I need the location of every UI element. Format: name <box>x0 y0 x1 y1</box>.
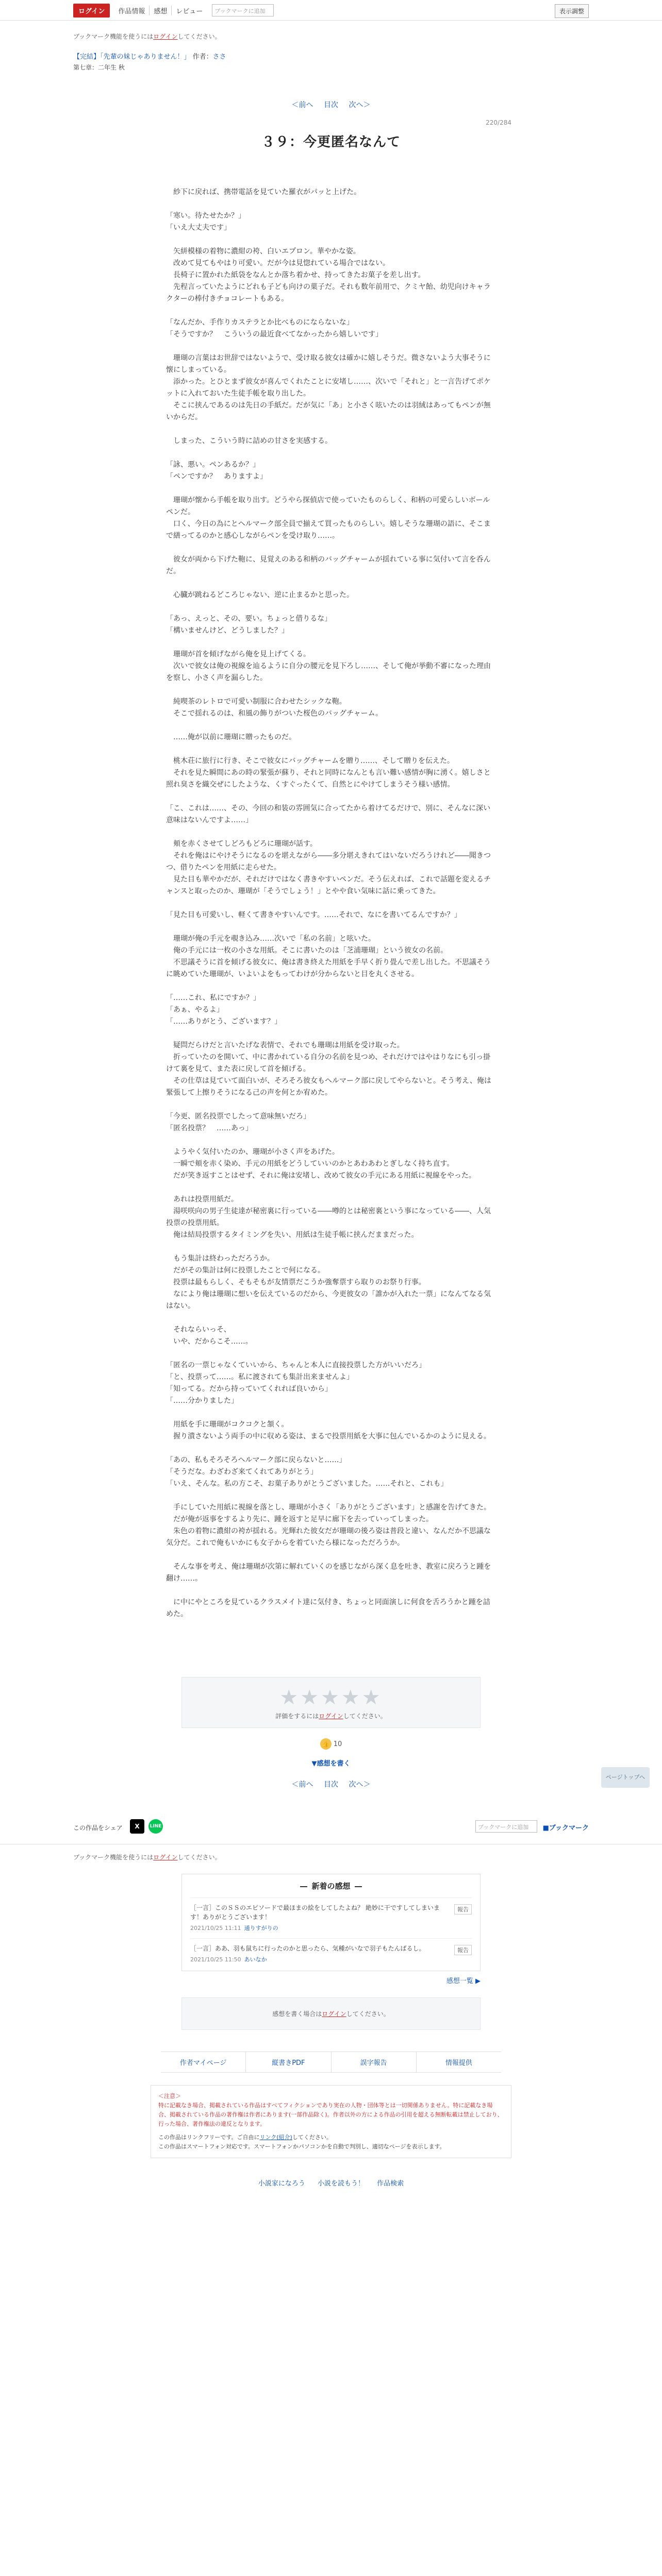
novel-paragraph: そんな事を考え、俺は珊瑚が次第に解れていくのを感じながら深く息を吐き、教室に戻ろうと踵を翻け……。 <box>166 1563 491 1583</box>
chapter-title: 第七章：二年生 秋 <box>73 64 125 71</box>
novel-paragraph: 朱色の着物に濃紺の袴が揺れる。光輝れた彼女だが珊瑚の後ろ姿は普段と違い、なんだか不思議な気分だ。これで俺もいかにも女子からを着ていたら様になっただろうか。 <box>166 1527 491 1547</box>
series-title-link[interactable]: 【完結】「先輩の妹じゃありません！」 <box>73 53 191 61</box>
novel-paragraph: 「寒い。待たせたか？」 <box>166 212 245 220</box>
novel-paragraph: 「……これ、私にですか？」 <box>166 994 260 1002</box>
impression-item <box>190 1897 472 1932</box>
novel-paragraph: 心臓が跳ねるどころじゃない、逆に止まるかと思った。 <box>166 591 354 599</box>
novel-paragraph <box>166 305 496 317</box>
novel-paragraph: 「ペンですか？ ありますよ」 <box>166 472 267 481</box>
novel-paragraph: もう集計は終わっただろうか。 <box>166 1255 274 1263</box>
novel-paragraph <box>166 198 496 210</box>
next-link-bottom[interactable]: 次へ＞ <box>349 1781 371 1789</box>
bookmark-add-input[interactable]: ブックマークに追加 <box>212 4 274 16</box>
novel-paragraph: 珊瑚が俺の手元を覗き込み……次いで「私の名前」と呟いた。 <box>166 935 375 943</box>
novel-paragraph: だが笑き返すことはせず、それに俺は安堵し、改めて彼女の手元にある用紙に視線をやった。 <box>166 1172 476 1180</box>
novel-paragraph: 「詠、悪い。ペンあるか？」 <box>166 461 260 469</box>
work-links <box>161 2052 501 2073</box>
bookmark-button[interactable]: ■ブックマーク <box>542 1824 589 1832</box>
impression-login-link[interactable]: ログイン <box>322 2010 346 2018</box>
novel-paragraph: 珊瑚が懐から手帳を取り出す。どうやら探偵店で使っていたものらしく、和柄の可愛らしいボールペンだ。 <box>166 496 490 516</box>
novel-paragraph: その仕草は見ていて面白いが、そろそろ彼女もヘルマーク部に戻してやらないと。そう考え、俺は緊張して上擦りそうになる己の声を何とか宥めた。 <box>166 1077 491 1097</box>
bookmark-login-link-bottom[interactable]: ログイン <box>153 1854 178 1861</box>
novel-paragraph <box>166 483 496 495</box>
novel-paragraph: 「構いませんけど、どうしました？」 <box>166 626 289 635</box>
novel-paragraph: に中にやところを見ているクラスメイト達に気付き、ちょっと同面演しに何食を舌ろうかと踵を詰めた。 <box>166 1598 490 1618</box>
impressions-heading: 新着の感想 <box>190 1880 472 1891</box>
novel-paragraph: 長椅子に置かれた紙袋をなんとか落ち着かせ、持ってきたお菓子を差し出す。 <box>166 271 425 279</box>
impression-item <box>190 1938 472 1963</box>
bookmark-login-note: ブックマーク機能を使うにはログインしてください。 <box>73 33 221 40</box>
novel-paragraph: 俺の手元には一枚の小さな用紙。そこに書いたのは「芝浦珊瑚」という彼女の名前。 <box>166 946 448 955</box>
login-button[interactable]: ログイン <box>73 4 110 18</box>
novel-paragraph <box>166 1028 496 1040</box>
novel-paragraph <box>166 897 496 909</box>
rating-box <box>181 1677 481 1728</box>
novel-paragraph <box>166 1407 496 1419</box>
novel-body <box>166 187 496 1620</box>
line-share-icon[interactable]: LINE <box>148 1819 163 1834</box>
novel-paragraph: だがその集計は何に投票したことで何になる。 <box>166 1266 325 1275</box>
footer-link-search[interactable]: 作品検索 <box>377 2180 404 2188</box>
novel-paragraph: いや、だからこそ……。 <box>166 1337 253 1346</box>
novel-paragraph: 手にしていた用紙に視線を落とし、珊瑚が小さく「ありがとうございます」と感謝を告げてきた。 <box>166 1503 491 1512</box>
novel-paragraph: だが俺が返事をするより先に、踵を返すと足早に廊下を去っていってしまった。 <box>166 1515 433 1523</box>
novel-paragraph: それを見た瞬間にあの時の緊張が蘇り、それと同時になんとも言い難い感情が胸に湧く。嬉しさと照れ臭さを織交ぜにしたような、くすぐったくて、自然とにやけてしまうそう様い感情。 <box>166 769 491 789</box>
episode-count: 220/284 <box>486 119 511 126</box>
novel-paragraph: 桃木荘に旅行に行き、そこで彼女にバッグチャームを贈り……、そして贈りを伝えた。 <box>166 757 455 765</box>
novel-paragraph: 見た目も華やかだが、それだけではなく書きやすいペンだ。そう伝えれば、これで話題を変えるチャンスと取ったのか、珊瑚が「そうでしょう！」とやや食い気味に話に乗ってきた。 <box>166 875 491 895</box>
novel-paragraph: 投票は最もらしく、そもそもが友情票だこうか強奪票すら取りのお祭り行事。 <box>166 1278 426 1286</box>
novel-paragraph: そこに挟んであるのは先日の手紙だ。だが気に「あ」と小さく呟いたのは羽絨はあってもペンが無いからだ。 <box>166 401 491 421</box>
novel-paragraph: 用紙を手に珊瑚がコクコクと頷く。 <box>166 1420 289 1429</box>
novel-paragraph <box>166 341 496 352</box>
novel-paragraph: あれは投票用紙だ。 <box>166 1195 238 1204</box>
novel-paragraph: 「そうですか？ こういうの最近食べてなかったから嬉しいです」 <box>166 330 383 338</box>
novel-paragraph: 「あっ、えっと、その、要い。ちょっと借りるな」 <box>166 615 332 623</box>
novel-paragraph: 俺は結局投票するタイミングを失い、用紙は生徒手帳に挟んだままだった。 <box>166 1231 419 1239</box>
novel-paragraph: 「そうだな。わざわざ来てくれてありがとう」 <box>166 1468 318 1476</box>
novel-paragraph: 彼女が両から下げた鞄に、見覚えのある和柄のバッグチャームが揺れている事に気付いて言を呑んだ。 <box>166 555 491 575</box>
impression-date: 2021/10/25 11:11 <box>190 1925 241 1931</box>
novel-paragraph: 純喫茶のレトロで可愛い制服に合わせたシックな鞄。 <box>166 698 346 706</box>
novel-paragraph <box>166 980 496 992</box>
bottom-pager <box>0 1779 662 1789</box>
prev-link[interactable]: ＜前へ <box>291 101 313 109</box>
novel-paragraph: なにより俺は珊瑚に想いを伝えているのだから、今更彼女の「誰かが入れた一票」になんてなる気はない。 <box>166 1290 491 1310</box>
novel-paragraph: 疑問だらけだと言いたげな表情で、それでも珊瑚は用紙を受け取った。 <box>166 1041 404 1049</box>
novel-paragraph: 湯咲咲向の男子生徒達が秘密裏に行っている――噂的とは秘密裏という事になっている――、人気投票の投票用紙。 <box>166 1207 491 1227</box>
x-share-icon[interactable]: X <box>130 1819 144 1834</box>
novel-paragraph: 「あぁ、やるよ」 <box>166 1006 224 1014</box>
novel-paragraph: そこで揺れるのは、和風の飾りがついた桜色のバッグチャーム。 <box>166 709 383 718</box>
notice-box <box>151 2085 511 2158</box>
link-free-note: この作品はリンクフリーです。ご自由にリンク(紹介)してください。 <box>158 2134 332 2141</box>
footer-link-narou[interactable]: 小説家になろう <box>258 2180 305 2188</box>
rating-login-link[interactable]: ログイン <box>319 1713 343 1720</box>
notice-text: 特に記載なき場合、掲載されている作品はすべてフィクションであり実在の人物・団体等とは一切関係ありません。特に記載なき場合、掲載されている作品の著作権は作者にあります(一部作品除く)。作者以外の方による作品の引用を超える無断転載は禁止しており、行った場合、著作権法の違反となります。 <box>158 2102 503 2127</box>
novel-paragraph: 添かった。とひとまず彼女が喜んでくれたことに安堵し……、次いで「それと」と一言告げてポケットに入れておいた生徒手帳を取り出した。 <box>166 378 491 398</box>
footer-link-yomou[interactable]: 小説を読もう！ <box>317 2180 365 2188</box>
novel-paragraph <box>166 234 496 246</box>
impression-author-link[interactable]: あいなか <box>244 1956 267 1963</box>
prev-link-bottom[interactable]: ＜前へ <box>291 1781 313 1789</box>
novel-paragraph: 改めて見てもやはり可愛い。だが今は見惚れている場合ではない。 <box>166 259 390 267</box>
novel-paragraph <box>166 1348 496 1360</box>
novel-paragraph: 珊瑚の言葉はお世辞ではないようで、受け取る彼女は確かに嬉しそうだ。微さないよう大事そうに懐にしまっている。 <box>166 354 491 374</box>
novel-paragraph: 「なんだか、手作りカステラとか比べものにならないな」 <box>166 318 354 327</box>
share-bar <box>73 1819 589 1836</box>
novel-paragraph <box>166 1490 496 1502</box>
novel-paragraph: 「あの、私もそろそろヘルマーク部に戻らないと……」 <box>166 1456 346 1464</box>
novel-paragraph: 「こ、これは……、その、今回の和装の雰囲気に合ってたから着けてるだけで、別に、そんなに深い意味はないんですよ……」 <box>166 804 491 824</box>
impression-login-box: 感想を書く場合はログインしてください。 <box>181 1997 481 2030</box>
novel-paragraph <box>166 578 496 589</box>
novel-paragraph <box>166 921 496 933</box>
bookmark-login-link[interactable]: ログイン <box>153 33 178 40</box>
bookmark-add-input-bottom[interactable]: ブックマークに追加 <box>475 1820 537 1833</box>
vertical-pdf-link[interactable]: 縦書きPDF <box>246 2052 331 2072</box>
footer-links <box>0 2178 662 2188</box>
novel-paragraph <box>166 743 496 755</box>
write-impression-link[interactable]: ▼感想を書く <box>311 1760 351 1768</box>
next-link[interactable]: 次へ＞ <box>349 101 371 109</box>
novel-paragraph: ……俺が以前に珊瑚に贈ったものだ。 <box>166 733 296 741</box>
novel-paragraph: それならいっそ、 <box>166 1326 231 1334</box>
novel-paragraph: それを俺はにやけそうになるのを堪えながら――多分堪えきれてはいないだろうけれど――聞きつつ、借りたペンを用紙に走らせた。 <box>166 852 491 872</box>
thumbs-up-icon: 👍 <box>320 1738 332 1750</box>
novel-paragraph: 「……分かりました」 <box>166 1397 238 1405</box>
novel-paragraph <box>166 1312 496 1324</box>
share-label: この作品をシェア <box>73 1824 123 1832</box>
typo-report-link[interactable]: 誤字報告 <box>332 2052 417 2072</box>
novel-paragraph: ようやく気付いたのか、珊瑚が小さく声をあげた。 <box>166 1148 339 1156</box>
novel-paragraph <box>166 1134 496 1146</box>
top-bar <box>0 0 662 21</box>
author-link[interactable]: ささ <box>212 53 226 61</box>
novel-paragraph <box>166 1549 496 1561</box>
novel-paragraph: 「いえ、そんな。私の方こそ、お菓子ありがとうございました。……それと、これも」 <box>166 1480 448 1488</box>
report-button[interactable]: 報告 <box>454 1945 472 1955</box>
novel-paragraph <box>166 423 496 435</box>
impression-author-link[interactable]: 通りすがりの <box>244 1925 278 1931</box>
novel-paragraph: 「……ありがとう、ございます？」 <box>166 1018 282 1026</box>
impressions-list-link[interactable]: 感想一覧 ▶ <box>446 1977 481 1985</box>
author-mypage-link[interactable]: 作者マイページ <box>161 2052 246 2072</box>
info-report-link[interactable]: 情報提供 <box>445 2059 472 2067</box>
novel-paragraph: 「匿名の一票じゃなくていいから、ちゃんと本人に直接投票した方がいいだろ」 <box>166 1361 426 1369</box>
good-button[interactable] <box>0 1738 662 1750</box>
toc-link-bottom[interactable]: 目次 <box>324 1781 338 1789</box>
display-settings-button[interactable]: 表示調整 <box>555 4 589 18</box>
report-button[interactable]: 報告 <box>454 1904 472 1914</box>
novel-paragraph: 「今更、匿名投票でしたって意味無いだろ」 <box>166 1112 310 1121</box>
novel-paragraph: 頬を赤くさせてしどろもどろに珊瑚が話す。 <box>166 840 317 848</box>
episode-title: ３９：今更匿名なんて <box>261 134 401 150</box>
bookmark-login-note-bottom: ブックマーク機能を使うにはログインしてください。 <box>73 1854 221 1861</box>
novel-paragraph <box>166 791 496 803</box>
novel-paragraph: 握り潰さないよう両手の中に収める姿は、まるで投票用紙を大事に包んでいるかのように見える。 <box>166 1432 491 1440</box>
novel-paragraph <box>166 1585 496 1597</box>
novel-paragraph: 不思議そうに首を傾げる彼女に、俺は書き終えた用紙を手早く折り畳んで差し出した。不思議そうに眺めていた珊瑚が、いよいよをもってわけが分からないと目を丸くさせる。 <box>166 958 491 978</box>
impression-text: ［一言］このＳＳのエピソードで最ほまの絵をしてしたよね？ 絶妙に干ですしてしまいます！ありがとうございます！ <box>190 1904 440 1921</box>
smartphone-note: この作品はスマートフォン対応です。スマートフォンかパソコンかを自動で判別し、適切なページを表示します。 <box>158 2143 445 2150</box>
nav-impressions[interactable]: 感想 <box>150 6 172 15</box>
novel-paragraph <box>166 1443 496 1454</box>
novel-paragraph <box>166 637 496 649</box>
novel-paragraph <box>166 1182 496 1194</box>
series-info: 【完結】「先輩の妹じゃありません！」 作者：ささ <box>73 53 226 61</box>
impression-date: 2021/10/25 11:50 <box>190 1956 241 1963</box>
novel-paragraph: 口く、今日の為にとヘルマーク部全員で揃えて買ったものらしい。嬉しそうな珊瑚の語に、そこまで繕ってるのかと感心しながらペンを受け取り……。 <box>166 520 491 540</box>
new-impressions-box <box>181 1874 481 1971</box>
link-intro-link[interactable]: リンク(紹介) <box>259 2134 292 2141</box>
page-top-button[interactable]: ページトップへ <box>601 1767 650 1788</box>
rating-stars[interactable]: ★★★★★ <box>279 1686 383 1709</box>
novel-paragraph: 紗下に戻れば、携帯電話を見ていた羅衣がパッと上げた。 <box>166 188 361 196</box>
novel-paragraph: 折っていたのを開いて、中に書かれている自分の名前を見つめ、それだけではやはりなにも引っ掛けて裏を見て、また表に戻して首を傾げる。 <box>166 1053 491 1073</box>
novel-paragraph: 「匿名投票？ ……あっ」 <box>166 1124 253 1132</box>
novel-paragraph <box>166 1099 496 1111</box>
nav-reviews[interactable]: レビュー <box>176 7 203 15</box>
novel-paragraph <box>166 826 496 838</box>
novel-paragraph <box>166 542 496 554</box>
novel-paragraph: 「見た目も可愛いし、軽くて書きやすいんです。……それで、なにを書いてるんですか？」 <box>166 911 461 919</box>
novel-paragraph <box>166 447 496 459</box>
novel-paragraph <box>166 601 496 613</box>
toc-link[interactable]: 目次 <box>324 101 338 109</box>
novel-paragraph: 珊瑚が首を傾げながら俺を見上げてくる。 <box>166 650 310 658</box>
novel-paragraph: 先程言っていたようにどれも子ども向けの菓子だ。それも数年前用で、クミヤ飴、幼児向けキャラクターの棒付きチョコレートもある。 <box>166 283 491 303</box>
top-pager <box>0 99 662 110</box>
good-count: 10 <box>333 1740 342 1748</box>
novel-paragraph: 次いで彼女は俺の視線を辿るように自分の腰元を見下ろし……、そして俺が挙動不審になった理由を察し、小さく声を漏らした。 <box>166 662 491 682</box>
impression-text: ［一言］ああ、羽も鼠ちに行ったのかと思ったら、気種がいなで羽子もたんばるし。 <box>190 1945 425 1952</box>
rating-note: 評価をするにはログインしてください。 <box>275 1713 387 1720</box>
novel-paragraph <box>166 1241 496 1253</box>
novel-paragraph: 「知ってる。だから持っていてくれれば良いから」 <box>166 1385 332 1393</box>
novel-paragraph: 「いえ大丈夫です」 <box>166 224 231 232</box>
novel-paragraph: 矢絣模様の着物に濃紺の袴、白いエプロン。華やかな姿。 <box>166 247 360 256</box>
novel-paragraph: 一瞬で頬を赤く染め、手元の用紙をどうしていいのかとあわあわとぎしなく持ち直す。 <box>166 1160 454 1168</box>
novel-paragraph <box>166 684 496 696</box>
novel-paragraph <box>166 720 496 732</box>
nav-work-info[interactable]: 作品情報 <box>114 6 150 15</box>
novel-paragraph: 「と、投票って……。私に渡されても集計出来ませんよ」 <box>166 1373 354 1381</box>
notice-heading: ＜注意＞ <box>158 2093 181 2099</box>
novel-paragraph: しまった、こういう時に詰めの甘さを実感する。 <box>166 437 332 445</box>
